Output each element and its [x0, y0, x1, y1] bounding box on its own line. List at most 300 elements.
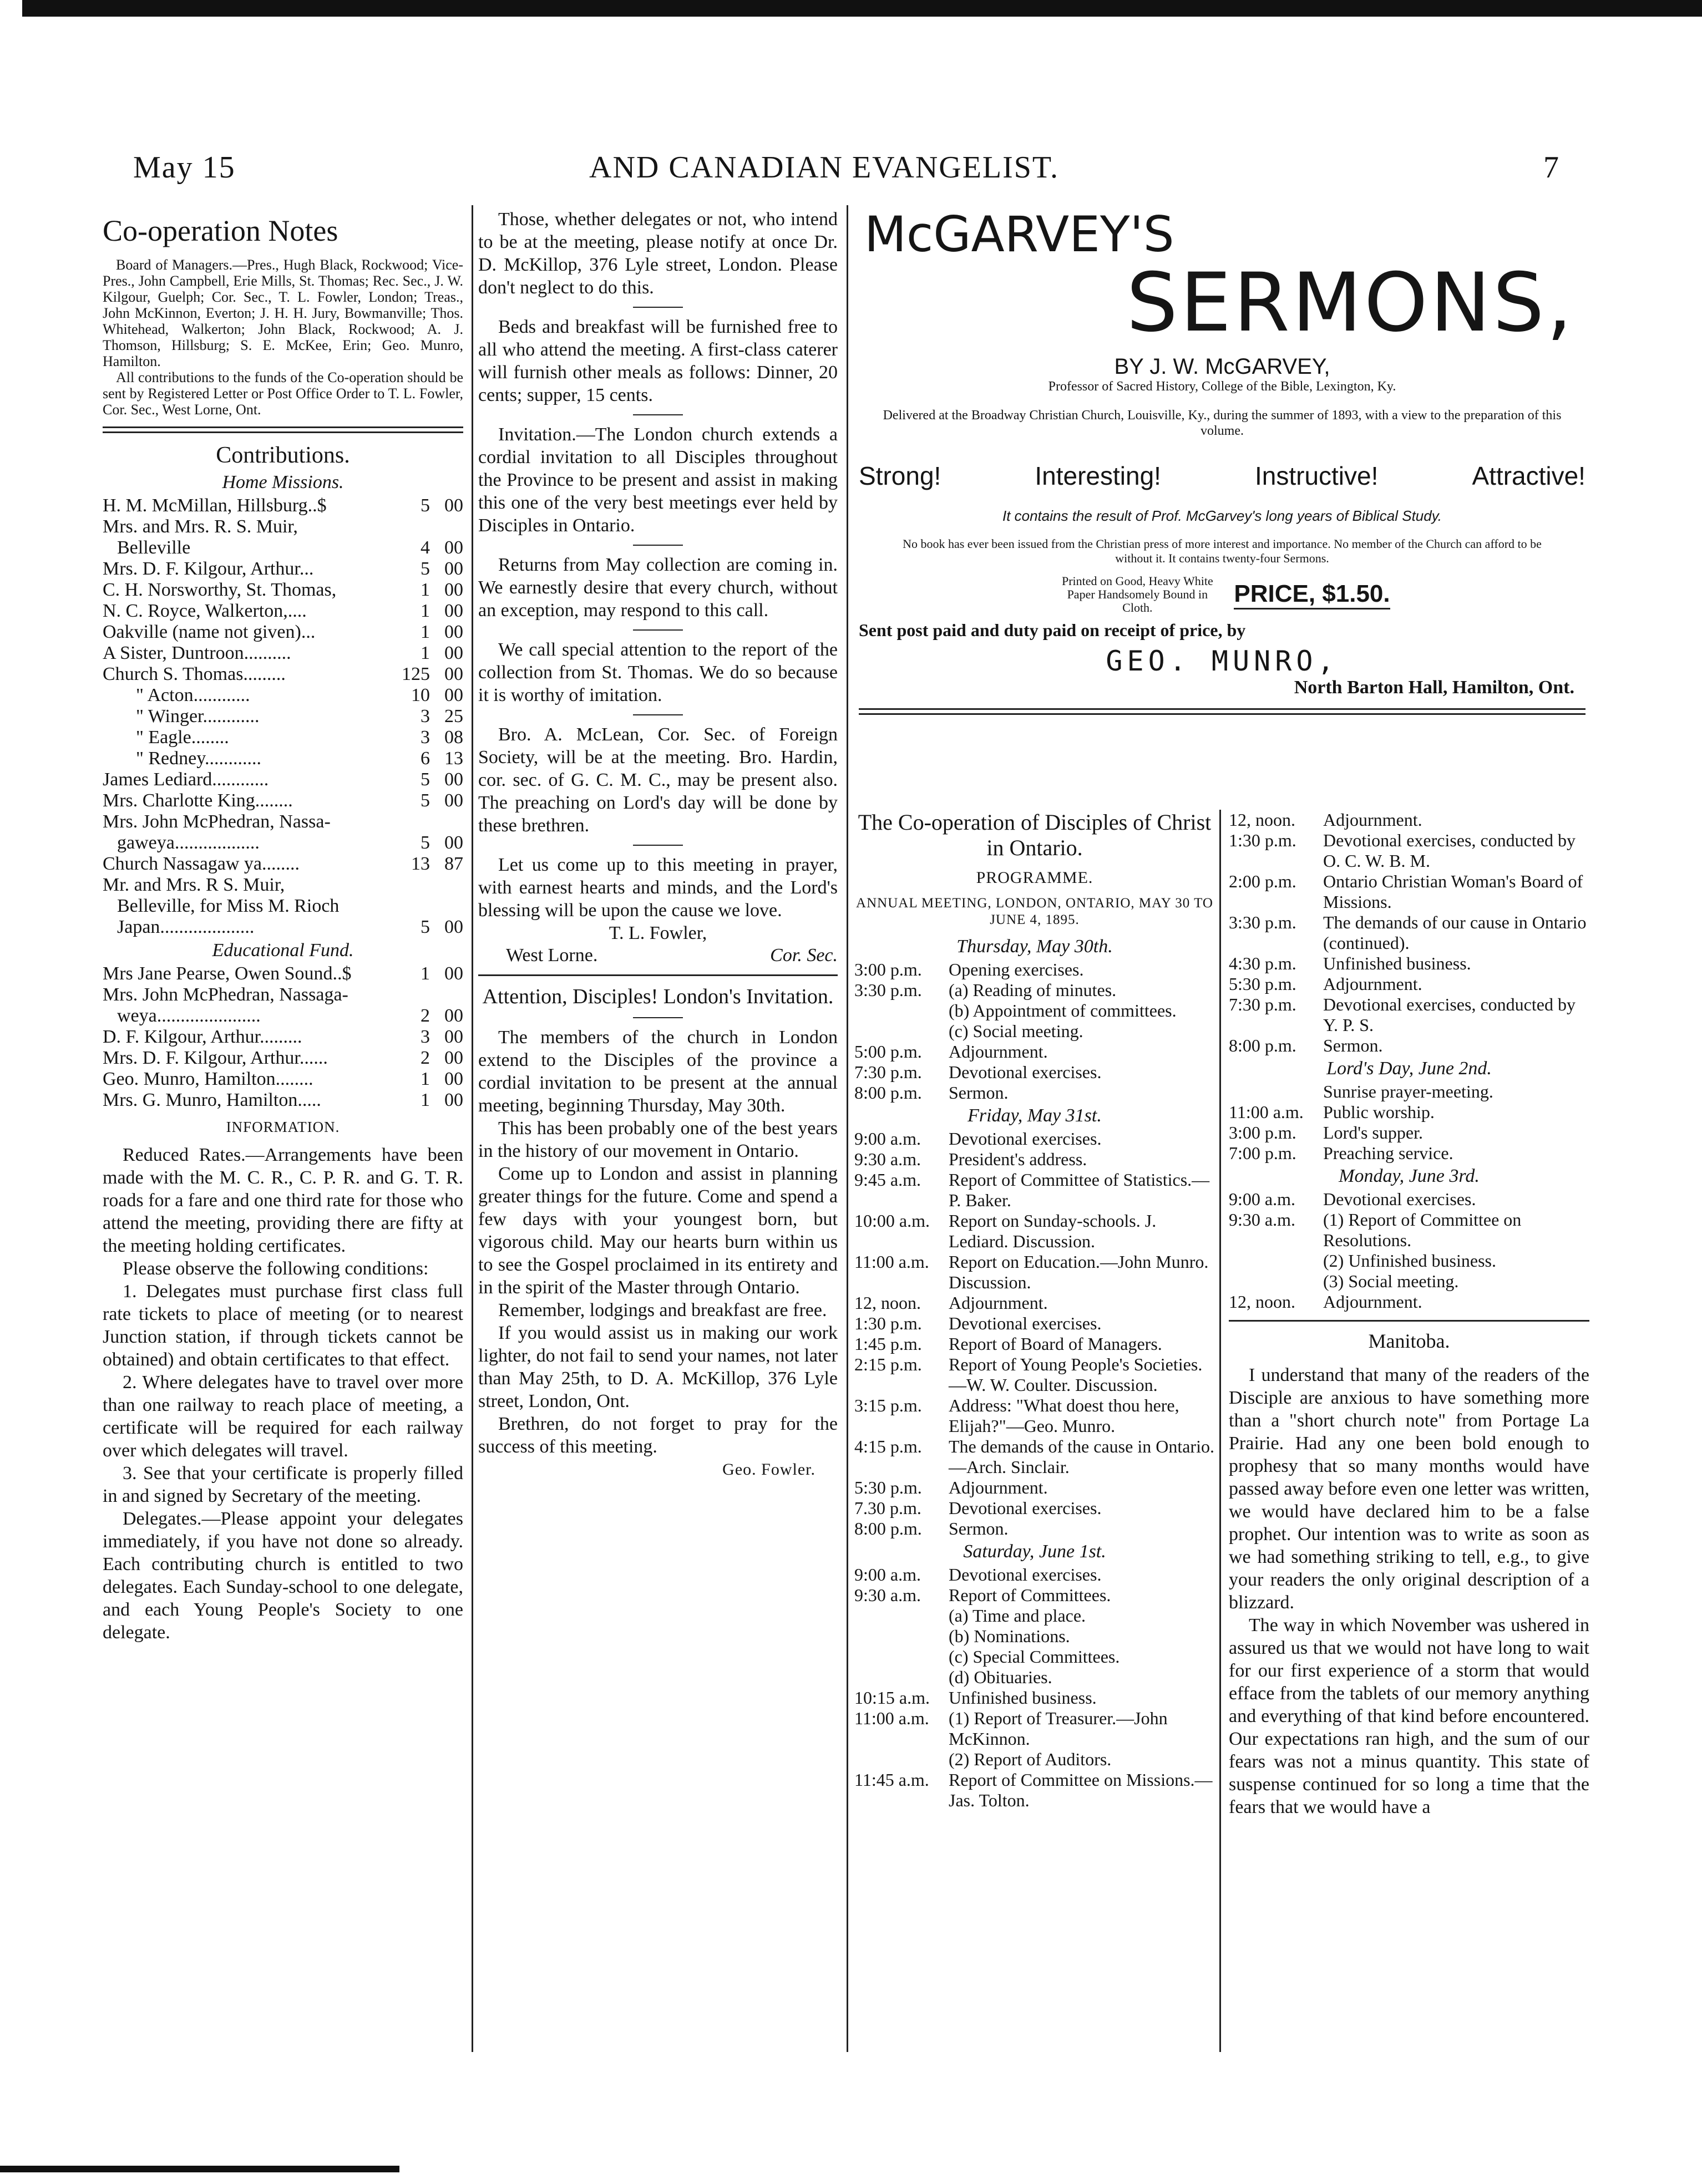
attention-signature: Geo. Fowler.	[722, 1460, 815, 1479]
notice-paragraph: Beds and breakfast will be furnished free to all who attend the meeting. A first-class caterer will furnish other meals as follows: Dinner, 20 cents; supper, 15 cents.	[478, 317, 838, 405]
contribution-row	[103, 685, 463, 706]
ad-word: Instructive!	[1254, 461, 1379, 490]
schedule-time	[1229, 1271, 1323, 1292]
schedule-event: Devotional exercises, conducted by Y. P. S.	[1323, 994, 1576, 1035]
schedule-time: 12, noon.	[1229, 810, 1295, 830]
header-page: 7	[1543, 150, 1560, 185]
schedule-item	[854, 1436, 1215, 1477]
contributor-name: James Lediard............	[103, 769, 269, 790]
schedule-time: 3:15 p.m.	[854, 1395, 922, 1415]
schedule-time: 9:00 a.m.	[854, 1565, 921, 1584]
divider	[633, 845, 683, 846]
schedule-event: Unfinished business.	[949, 1688, 1097, 1708]
contributor-name: N. C. Royce, Walkerton,....	[103, 601, 307, 621]
cooperation-column	[103, 208, 463, 1644]
amount-dollars	[396, 875, 430, 896]
amount-cents	[430, 984, 463, 1005]
schedule-item	[854, 1626, 1215, 1647]
amount-dollars: 1	[421, 601, 430, 621]
amount-dollars: 10	[411, 685, 430, 705]
amount-cents: 00	[444, 558, 463, 579]
schedule-event: Devotional exercises.	[1323, 1189, 1476, 1209]
contributor-name: gaweya..................	[117, 832, 260, 853]
attention-paragraph: If you would assist us in making our work lighter, do not fail to send your names, not later than May 25th, to D. A. McKillop, 376 Lyle street, London, Ont.	[478, 1323, 838, 1411]
observe-conditions: Please observe the following conditions:	[123, 1258, 429, 1279]
coop-title: Co-operation Notes	[103, 214, 338, 247]
attention-paragraph: Brethren, do not forget to pray for the success of this meeting.	[478, 1414, 838, 1457]
schedule-item	[854, 1749, 1215, 1770]
schedule-event: Sunrise prayer-meeting.	[1323, 1081, 1493, 1101]
contribution-row	[103, 1027, 463, 1048]
divider	[633, 307, 683, 308]
schedule-time: 2:00 p.m.	[1229, 871, 1296, 891]
schedule-event: Devotional exercises, conducted by O. C. W. B. M.	[1323, 830, 1576, 871]
double-rule	[859, 708, 1586, 715]
contribution-row	[103, 580, 463, 601]
contributor-name: A Sister, Duntroon..........	[103, 643, 291, 663]
contribution-row	[103, 727, 463, 748]
schedule-time: 9:30 a.m.	[854, 1585, 921, 1605]
contribution-row	[103, 643, 463, 664]
contribution-row	[103, 854, 463, 875]
contributor-name: D. F. Kilgour, Arthur.........	[103, 1027, 302, 1047]
contributor-name: " Redney............	[136, 748, 262, 769]
schedule-time: 11:00 a.m.	[854, 1708, 929, 1728]
schedule-event: Report on Education.—John Munro. Discussion.	[949, 1252, 1209, 1292]
contributor-name: Mrs. John McPhedran, Nassa-	[103, 811, 331, 832]
notice-paragraph: Let us come up to this meeting in prayer, with earnest hearts and minds, and the Lord's blessing will be upon the cause we love.	[478, 855, 838, 921]
contributor-name: Church S. Thomas.........	[103, 664, 286, 684]
contribution-row	[103, 664, 463, 685]
schedule-time: 5:30 p.m.	[854, 1477, 922, 1497]
ad-title-line1: McGARVEY'S	[864, 206, 1174, 263]
monday-schedule	[1229, 1189, 1589, 1312]
schedule-event: (1) Report of Treasurer.—John McKinnon.	[949, 1708, 1168, 1749]
schedule-time: 4:30 p.m.	[1229, 953, 1296, 973]
column-rule	[847, 205, 848, 2052]
contribution-row	[103, 1069, 463, 1090]
amount-dollars: 5	[421, 558, 430, 579]
schedule-time: 9:45 a.m.	[854, 1170, 921, 1190]
amount-cents: 00	[444, 832, 463, 853]
notice-paragraph: We call special attention to the report of the collection from St. Thomas. We do so because it is worthy of imitation.	[478, 639, 838, 705]
signature-title: Cor. Sec.	[770, 945, 838, 966]
schedule-item	[854, 1688, 1215, 1708]
ad-professor: Professor of Sacred History, College of the Bible, Lexington, Ky.	[1048, 379, 1396, 394]
contribution-row	[103, 963, 463, 984]
amount-cents: 00	[444, 963, 463, 984]
rule	[478, 974, 838, 976]
schedule-event: President's address.	[949, 1149, 1087, 1169]
schedule-event: Sermon.	[949, 1083, 1009, 1103]
schedule-event: (d) Obituaries.	[949, 1667, 1052, 1687]
schedule-event: Opening exercises.	[949, 959, 1084, 979]
amount-cents: 00	[444, 664, 463, 684]
schedule-time: 9:30 a.m.	[854, 1149, 921, 1169]
top-border	[22, 0, 1702, 17]
contributor-name: weya......................	[117, 1005, 261, 1026]
schedule-time	[854, 1626, 949, 1647]
amount-dollars	[396, 516, 430, 537]
amount-cents	[430, 896, 463, 917]
schedule-time	[854, 1749, 949, 1770]
divider	[633, 629, 683, 631]
contribution-row	[103, 706, 463, 727]
schedule-time	[1229, 1081, 1323, 1102]
schedule-item	[1229, 1081, 1589, 1102]
contributor-name: Mr. and Mrs. R S. Muir,	[103, 875, 285, 895]
saturday-schedule	[854, 1565, 1215, 1811]
schedule-time	[854, 1606, 949, 1626]
amount-cents: 00	[444, 769, 463, 790]
schedule-time: 11:45 a.m.	[854, 1770, 929, 1790]
amount-cents: 00	[444, 580, 463, 600]
schedule-item	[1229, 830, 1589, 871]
notice-paragraph: Invitation.—The London church extends a cordial invitation to all Disciples throughout the Province to be present and assist in making this one of the very best meetings ever held by Disciples in Ontario.	[478, 424, 838, 536]
ad-address: North Barton Hall, Hamilton, Ont.	[1294, 677, 1574, 698]
schedule-item	[854, 1313, 1215, 1334]
amount-dollars: 125	[402, 664, 430, 684]
schedule-item	[1229, 1123, 1589, 1143]
schedule-item	[854, 1708, 1215, 1749]
schedule-time: 7.30 p.m.	[854, 1498, 921, 1518]
header-date: May 15	[133, 150, 236, 185]
attention-heading: Attention, Disciples! London's Invitation.	[482, 985, 834, 1008]
schedule-item	[1229, 974, 1589, 994]
advertisement	[859, 208, 1586, 724]
amount-cents: 87	[444, 854, 463, 874]
amount-cents: 00	[444, 643, 463, 663]
amount-dollars: 1	[421, 622, 430, 642]
contribution-row	[103, 811, 463, 832]
schedule-item	[1229, 1035, 1589, 1056]
amount-dollars: 1	[421, 963, 430, 984]
schedule-item	[854, 1606, 1215, 1626]
schedule-event: Sermon.	[949, 1518, 1009, 1538]
schedule-event: Report of Young People's Societies.—W. W. Coulter. Discussion.	[949, 1354, 1203, 1395]
contribution-row	[103, 601, 463, 622]
schedule-item	[1229, 994, 1589, 1035]
amount-cents: 00	[444, 495, 463, 516]
amount-dollars: 1	[421, 1090, 430, 1110]
amount-dollars: 5	[421, 769, 430, 790]
schedule-event: Address: "What doest thou here, Elijah?"—Geo. Munro.	[949, 1395, 1179, 1436]
schedule-event: Sermon.	[1323, 1035, 1383, 1055]
amount-dollars: 1	[421, 643, 430, 663]
signature-name: T. L. Fowler,	[609, 923, 707, 943]
amount-cents: 00	[444, 1090, 463, 1110]
schedule-item	[854, 1565, 1215, 1585]
schedule-item	[854, 980, 1215, 1000]
amount-dollars: 5	[421, 495, 430, 516]
contribution-row	[103, 896, 463, 917]
schedule-event: Devotional exercises.	[949, 1129, 1102, 1149]
schedule-item	[1229, 1143, 1589, 1164]
schedule-item	[854, 1477, 1215, 1498]
ad-printed: Printed on Good, Heavy White Paper Handsomely Bound in Cloth.	[1062, 574, 1213, 614]
schedule-item	[854, 1170, 1215, 1211]
contributor-name: Church Nassagaw ya........	[103, 854, 300, 874]
bottom-border	[0, 2166, 399, 2172]
schedule-item	[854, 1293, 1215, 1313]
programme-continued-column	[1229, 810, 1589, 1819]
delegates-note: Delegates.—Please appoint your delegates immediately, if you have not done so already. Each contributing church is entitled to two delegates. Each Sunday-school to one delegate, and each Young People's Society to one delegate.	[103, 1509, 463, 1643]
programme-column	[854, 810, 1215, 1811]
schedule-item	[1229, 1292, 1589, 1312]
manitoba-heading: Manitoba.	[1368, 1330, 1450, 1352]
ad-title-line2: SERMONS,	[1126, 256, 1574, 350]
notice-paragraph: Bro. A. McLean, Cor. Sec. of Foreign Society, will be at the meeting. Bro. Hardin, cor. sec. of G. C. M. C., may be present also. The preaching on Lord's day will be done by these brethren.	[478, 724, 838, 836]
schedule-item	[854, 1083, 1215, 1103]
schedule-time: 7:00 p.m.	[1229, 1143, 1296, 1163]
contribution-row	[103, 1005, 463, 1027]
schedule-item	[1229, 810, 1589, 830]
amount-dollars: 5	[421, 790, 430, 811]
schedule-event: (1) Report of Committee on Resolutions.	[1323, 1210, 1522, 1250]
amount-cents	[430, 516, 463, 537]
schedule-item	[1229, 1189, 1589, 1210]
schedule-event: Devotional exercises.	[949, 1062, 1102, 1082]
amount-dollars: 2	[421, 1048, 430, 1068]
divider	[633, 714, 683, 715]
contributor-name: Mrs Jane Pearse, Owen Sound..$	[103, 963, 352, 984]
schedule-time: 10:15 a.m.	[854, 1688, 930, 1708]
amount-dollars: 1	[421, 1069, 430, 1089]
schedule-item	[854, 1395, 1215, 1436]
contribution-row	[103, 790, 463, 811]
amount-dollars: 3	[421, 706, 430, 727]
contribution-row	[103, 537, 463, 558]
amount-dollars: 2	[421, 1005, 430, 1026]
schedule-event: (2) Report of Auditors.	[949, 1749, 1112, 1769]
schedule-event: Lord's supper.	[1323, 1123, 1423, 1142]
schedule-item	[854, 1498, 1215, 1518]
amount-cents: 00	[444, 1048, 463, 1068]
contributor-name: Mrs. Charlotte King........	[103, 790, 293, 811]
day-heading: Lord's Day, June 2nd.	[1326, 1058, 1492, 1079]
contributor-name: Mrs. D. F. Kilgour, Arthur...	[103, 558, 314, 579]
ad-delivered: Delivered at the Broadway Christian Church, Louisville, Ky., during the summer of 1893, with a view to the preparation of this volume.	[883, 408, 1562, 438]
header-title: AND CANADIAN EVANGELIST.	[589, 150, 1059, 185]
ad-word: Attractive!	[1472, 461, 1586, 490]
schedule-event: (c) Social meeting.	[949, 1021, 1083, 1041]
schedule-event: Devotional exercises.	[949, 1313, 1102, 1333]
schedule-event: The demands of the cause in Ontario.—Arch. Sinclair.	[949, 1436, 1214, 1477]
schedule-time	[854, 1000, 949, 1021]
amount-dollars: 5	[421, 917, 430, 937]
friday-schedule	[854, 1129, 1215, 1539]
schedule-item	[854, 1000, 1215, 1021]
schedule-item	[854, 1252, 1215, 1293]
schedule-item	[854, 1354, 1215, 1395]
schedule-time	[854, 1647, 949, 1667]
contributor-name: Japan....................	[117, 917, 255, 937]
schedule-event: Public worship.	[1323, 1102, 1435, 1122]
schedule-time: 9:30 a.m.	[1229, 1210, 1295, 1230]
schedule-event: Devotional exercises.	[949, 1565, 1102, 1584]
schedule-time: 1:45 p.m.	[854, 1334, 922, 1354]
contributor-name: Mrs. and Mrs. R. S. Muir,	[103, 516, 298, 537]
programme-meeting: ANNUAL MEETING, LONDON, ONTARIO, MAY 30 TO JUNE 4, 1895.	[856, 896, 1213, 927]
day-heading: Thursday, May 30th.	[956, 936, 1113, 957]
condition-2: 2. Where delegates have to travel over more than one railway to reach place of meeting, a certificate will be required for each railway over which delegates will travel.	[103, 1372, 463, 1461]
schedule-event: (a) Reading of minutes.	[949, 980, 1117, 1000]
contribution-row	[103, 516, 463, 537]
schedule-event: Devotional exercises.	[949, 1498, 1102, 1518]
notice-paragraph: Those, whether delegates or not, who intend to be at the meeting, please notify at once Dr. D. McKillop, 376 Lyle street, London. Please don't neglect to do this.	[478, 209, 838, 298]
schedule-time: 8:00 p.m.	[854, 1083, 922, 1103]
amount-dollars: 1	[421, 580, 430, 600]
contribution-row	[103, 832, 463, 854]
schedule-item	[854, 1334, 1215, 1354]
rule	[1229, 1320, 1589, 1322]
schedule-item	[854, 1585, 1215, 1606]
contribution-row	[103, 917, 463, 938]
contributor-name: Mrs. D. F. Kilgour, Arthur......	[103, 1048, 328, 1068]
schedule-event: (a) Time and place.	[949, 1606, 1086, 1626]
contributor-name: " Winger............	[136, 706, 260, 727]
contributor-name: H. M. McMillan, Hillsburg..$	[103, 495, 327, 516]
schedule-item	[854, 1021, 1215, 1042]
schedule-time: 4:15 p.m.	[854, 1436, 922, 1456]
schedule-event: Unfinished business.	[1323, 953, 1471, 973]
schedule-time: 12, noon.	[854, 1293, 921, 1313]
schedule-time: 7:30 p.m.	[854, 1062, 922, 1082]
contribution-row	[103, 495, 463, 516]
programme-label: PROGRAMME.	[976, 868, 1093, 887]
reduced-rates: Reduced Rates.—Arrangements have been made with the M. C. R., C. P. R. and G. T. R. roads for a fare and one third rate for those who attend the meeting, providing there are fifty at the meeting holding certificates.	[103, 1145, 463, 1256]
signature-place: West Lorne.	[506, 945, 598, 966]
schedule-event: (b) Appointment of committees.	[949, 1000, 1177, 1020]
amount-dollars: 4	[421, 537, 430, 558]
contribution-row	[103, 748, 463, 769]
contribution-row	[103, 984, 463, 1005]
educational-fund-list	[103, 963, 463, 1111]
contributions-heading: Contributions.	[216, 443, 350, 468]
contributor-name: " Acton............	[136, 685, 250, 705]
schedule-event: Adjournment.	[1323, 810, 1422, 830]
schedule-item	[1229, 953, 1589, 974]
ad-seller: GEO. MUNRO,	[1106, 645, 1339, 677]
ad-word: Strong!	[859, 461, 941, 490]
schedule-event: Preaching service.	[1323, 1143, 1453, 1163]
schedule-item	[854, 1770, 1215, 1811]
contribution-row	[103, 1090, 463, 1111]
condition-1: 1. Delegates must purchase first class full rate tickets to place of meeting (or to nearest Junction station, if through tickets cannot be obtained) and obtain certificates to that effect.	[103, 1281, 463, 1370]
sunday-schedule	[1229, 1081, 1589, 1164]
contributor-name: Mrs. G. Munro, Hamilton.....	[103, 1090, 321, 1110]
divider	[633, 1017, 683, 1018]
amount-cents: 00	[444, 1027, 463, 1047]
amount-dollars: 6	[421, 748, 430, 769]
programme-title: The Co-operation of Disciples of Christ in Ontario.	[858, 810, 1212, 860]
schedule-time: 3:30 p.m.	[1229, 912, 1296, 932]
amount-dollars: 3	[421, 727, 430, 748]
ad-contains: It contains the result of Prof. McGarvey's long years of Biblical Study.	[1002, 507, 1442, 524]
attention-paragraph: The members of the church in London extend to the Disciples of the province a cordial invitation to be present at the annual meeting, beginning Thursday, May 30th.	[478, 1027, 838, 1116]
schedule-time	[854, 1021, 949, 1042]
schedule-event: (3) Social meeting.	[1323, 1271, 1459, 1291]
contribution-row	[103, 1048, 463, 1069]
schedule-event: Report on Sunday-schools. J. Lediard. Discussion.	[949, 1211, 1157, 1251]
schedule-time: 8:00 p.m.	[1229, 1035, 1296, 1055]
amount-dollars	[396, 896, 430, 917]
amount-dollars: 3	[421, 1027, 430, 1047]
schedule-time: 9:00 a.m.	[1229, 1189, 1295, 1209]
schedule-event: Adjournment.	[949, 1477, 1048, 1497]
amount-cents	[430, 875, 463, 896]
contribution-row	[103, 622, 463, 643]
schedule-item	[1229, 912, 1589, 953]
ad-word: Interesting!	[1035, 461, 1161, 490]
day-heading: Friday, May 31st.	[967, 1105, 1102, 1126]
contributor-name: Geo. Munro, Hamilton........	[103, 1069, 313, 1089]
attention-paragraph: Come up to London and assist in planning greater things for the future. Come and spend a few days with your youngest born, but vigorous child. May our hearts burn within us to see the Gospel proclaimed in its entirety and in the spirit of the Master through Ontario.	[478, 1164, 838, 1298]
schedule-item	[854, 959, 1215, 980]
schedule-item	[854, 1667, 1215, 1688]
amount-cents	[430, 811, 463, 832]
contributor-name: Belleville	[117, 537, 191, 558]
schedule-event: (c) Special Committees.	[949, 1647, 1120, 1667]
amount-dollars	[396, 984, 430, 1005]
notices-column	[478, 208, 838, 1481]
schedule-event: The demands of our cause in Ontario (continued).	[1323, 912, 1587, 953]
column-rule	[472, 205, 473, 2052]
information-heading: INFORMATION.	[226, 1119, 340, 1135]
schedule-time: 12, noon.	[1229, 1292, 1295, 1312]
schedule-item	[1229, 1210, 1589, 1251]
schedule-event: Adjournment.	[1323, 974, 1422, 994]
saturday-afternoon-schedule	[1229, 810, 1589, 1056]
schedule-time: 7:30 p.m.	[1229, 994, 1296, 1014]
home-missions-heading: Home Missions.	[222, 472, 344, 492]
manitoba-paragraph: The way in which November was ushered in assured us that we would not have long to wait for our first experience of a storm that would efface from the tablets of our memory anything and everything of that kind before encountered. Our expectations ran high, and the sum of our fears was not a minus quantity. This state of suspense continued for so long a time that the fears that we would have a	[1229, 1615, 1589, 1817]
amount-dollars: 5	[421, 832, 430, 853]
attention-paragraph: Remember, lodgings and breakfast are free.	[498, 1300, 827, 1320]
amount-cents: 00	[444, 1069, 463, 1089]
ad-no-book: No book has ever been issued from the Christian press of more interest and importance. No member of the Church can afford to be without it. It contains twenty-four Sermons.	[903, 537, 1542, 565]
schedule-item	[854, 1042, 1215, 1062]
schedule-time: 11:00 a.m.	[854, 1252, 929, 1272]
amount-dollars	[396, 811, 430, 832]
schedule-event: (b) Nominations.	[949, 1626, 1070, 1646]
schedule-time: 1:30 p.m.	[854, 1313, 922, 1333]
board-of-managers: Board of Managers.—Pres., Hugh Black, Rockwood; Vice-Pres., John Campbell, Erie Mills, St. Thomas; Rec. Sec., J. W. Kilgour, Guelph; Cor. Sec., T. L. Fowler, London; Treas., John McKinnon, Everton; J. H. H. Jury, Bowmanville; Thos. Whitehead, Walkerton; John Black, Rockwood; A. J. Thomson, Hillsburg; S. E. McKee, Erin; Geo. Munro, Hamilton.	[103, 257, 463, 369]
schedule-item	[1229, 1251, 1589, 1271]
schedule-event: Report of Committee of Statistics.—P. Baker.	[949, 1170, 1210, 1210]
contributor-name: C. H. Norsworthy, St. Thomas,	[103, 580, 337, 600]
schedule-time: 3:30 p.m.	[854, 980, 922, 1000]
home-missions-list	[103, 495, 463, 938]
amount-cents: 25	[444, 706, 463, 727]
schedule-event: Adjournment.	[1323, 1292, 1422, 1312]
amount-cents: 08	[444, 727, 463, 748]
schedule-item	[854, 1062, 1215, 1083]
schedule-item	[1229, 871, 1589, 912]
schedule-event: Adjournment.	[949, 1042, 1048, 1061]
schedule-event: Report of Committee on Missions.—Jas. Tolton.	[949, 1770, 1213, 1810]
funds-note: All contributions to the funds of the Co-operation should be sent by Registered Letter or Post Office Order to T. L. Fowler, Cor. Sec., West Lorne, Ont.	[103, 369, 463, 418]
condition-3: 3. See that your certificate is properly filled in and signed by Secretary of the meeting.	[103, 1463, 463, 1506]
schedule-event: (2) Unfinished business.	[1323, 1251, 1496, 1271]
schedule-time: 5:30 p.m.	[1229, 974, 1296, 994]
schedule-time: 3:00 p.m.	[854, 959, 922, 979]
schedule-time	[1229, 1251, 1323, 1271]
manitoba-paragraph: I understand that many of the readers of the Disciple are anxious to have something more than a "short church note" from Portage La Prairie. Had any one been bold enough to prophesy that so many months would have passed away before even one letter was written, we would have declared him to be a false prophet. Our intention was to write as soon as we had something striking to tell, e.g., to give your readers the only original description of a blizzard.	[1229, 1365, 1589, 1613]
contributor-name: " Eagle........	[136, 727, 229, 748]
amount-cents: 00	[444, 790, 463, 811]
schedule-time: 9:00 a.m.	[854, 1129, 921, 1149]
